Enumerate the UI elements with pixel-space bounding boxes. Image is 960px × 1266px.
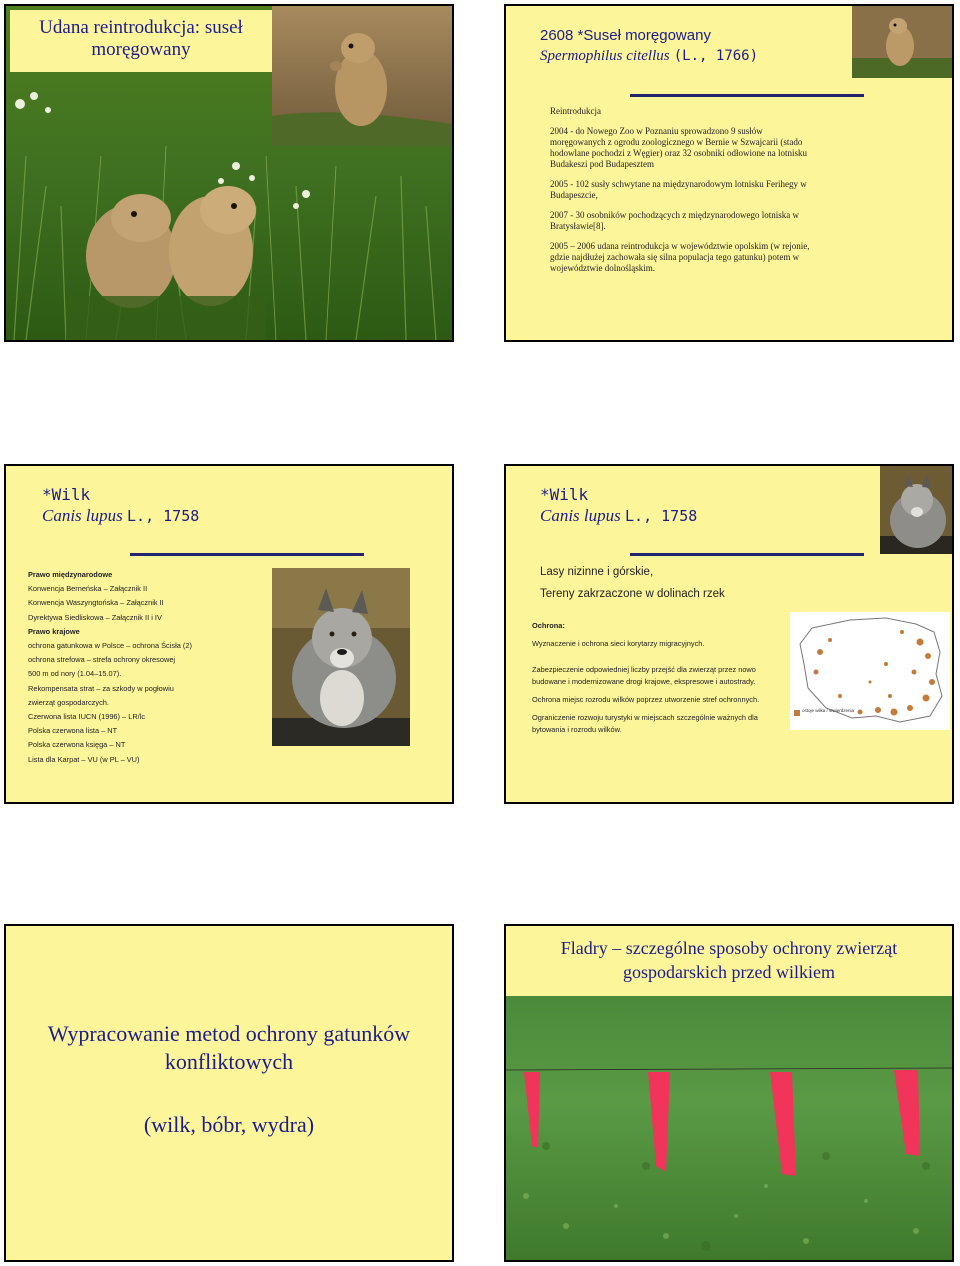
- slide-3-rule: [130, 553, 364, 556]
- species-name: Spermophilus citellus: [540, 48, 670, 64]
- slide-2-title-line1: 2608 *Suseł moręgowany: [540, 27, 711, 44]
- slide-2-rule: [630, 94, 864, 97]
- squirrel-thumbnail-image: [852, 6, 954, 78]
- species-name: Canis lupus: [42, 506, 123, 525]
- slide-4-title-line2: [540, 505, 697, 527]
- wolf-thumbnail: [880, 466, 954, 554]
- fladry-flags-image: [506, 996, 952, 1260]
- line-7: 500 m od nory (1.04–15.07).: [28, 669, 122, 679]
- protection-item-1: Wyznaczenie i ochrona sieci korytarzy migracyjnych.: [532, 639, 705, 648]
- line-9: zwierząt gospodarczych.: [28, 697, 109, 707]
- slide-3-title-line1: *Wilk: [42, 485, 91, 504]
- slide-6: [504, 924, 954, 1262]
- slide-2-body: [550, 106, 818, 274]
- slide-4-title: [540, 484, 697, 527]
- habitat-line-1: Lasy nizinne i górskie,: [540, 566, 654, 578]
- line-12: Polska czerwona księga – NT: [28, 740, 126, 750]
- line-6: ochrona strefowa – strefa ochrony okresowej: [28, 655, 176, 665]
- slide-3-title: [42, 484, 199, 527]
- protection-item-2: Zabezpieczenie odpowiedniej liczby przejść dla zwierząt przez nowo budowane i modernizowane drogi krajowe, ekspresowe i autostrady.: [532, 665, 756, 686]
- species-author: L., 1758: [127, 507, 200, 525]
- squirrel-thumbnail: [852, 6, 954, 78]
- line-1: Konwencja Berneńska – Załącznik II: [28, 584, 148, 594]
- wolf-thumbnail-image: [880, 466, 954, 554]
- slide-2-title-line2: [540, 46, 860, 66]
- species-author: L., 1758: [625, 507, 698, 525]
- line-13: Lista dla Karpat – VU (w PL – VU): [28, 754, 140, 764]
- map-legend: ostoje wilka / stwierdzenia: [802, 708, 855, 713]
- slide-5-subtitle: (wilk, bóbr, wydra): [143, 1112, 315, 1137]
- slide-2-title: [540, 26, 860, 66]
- paragraph-2: 2005 - 102 susły schwytane na międzynarodowym lotnisku Ferihegy w Budapeszcie,: [550, 179, 807, 200]
- line-5: ochrona gatunkowa w Polsce – ochrona Ścisła (2): [28, 641, 192, 651]
- slide-4-title-line1: *Wilk: [540, 485, 589, 504]
- ochrona-label: Ochrona:: [532, 621, 565, 630]
- species-name: Canis lupus: [540, 506, 621, 525]
- slide-5-title: Wypracowanie metod ochrony gatunków konfliktowych: [47, 1021, 411, 1074]
- slide-1: [4, 4, 454, 342]
- paragraph-1: 2004 - do Nowego Zoo w Poznaniu sprowadzono 9 susłów moręgowanych z ogrodu zoologicznego w Bernie w Szwajcarii (stado hodowlane pochodzi z Węgier) oraz 32 osobniki odłowione na lotnisku Budakeszi pod Budapesztem: [550, 126, 808, 169]
- species-author: (L., 1766): [673, 48, 759, 64]
- line-4: Prawo krajowe: [28, 626, 80, 636]
- line-2: Konwencja Waszyngtońska – Załącznik II: [28, 598, 164, 608]
- line-10: Czerwona lista IUCN (1996) – LR/lc: [28, 712, 146, 722]
- paragraph-4: 2005 – 2006 udana reintrodukcja w województwie opolskim (w rejonie, gdzie najdłużej zachowała się silna populacja tego gatunku) potem w województwie dolnośląskim.: [550, 241, 810, 273]
- slide-5: [4, 924, 454, 1262]
- line-8: Rekompensata strat – za szkody w pogłowiu: [28, 683, 174, 693]
- wolf-image: [272, 568, 410, 746]
- wolf-photo: [272, 568, 410, 746]
- habitat-line-2: Tereny zakrzaczone w dolinach rzek: [540, 588, 725, 600]
- section-heading: Reintrodukcja: [550, 106, 601, 116]
- protection-list: [532, 620, 772, 736]
- slide-4-rule: [630, 553, 864, 556]
- slide-1-title: Udana reintrodukcja: suseł moręgowany: [39, 17, 243, 60]
- slide-3-title-line2: [42, 505, 199, 527]
- slide-2: [504, 4, 954, 342]
- fladry-photo: [506, 996, 952, 1260]
- line-0: Prawo międzynarodowe: [28, 570, 113, 579]
- slide-1-title-box: [10, 10, 272, 72]
- line-11: Polska czerwona lista – NT: [28, 726, 118, 736]
- line-3: Dyrektywa Siedliskowa – Załącznik II i IV: [28, 612, 162, 622]
- poland-wolf-map: [790, 612, 950, 730]
- protection-item-4: Ograniczenie rozwoju turystyki w miejscach szczególnie ważnych dla bytowania i rozrodu wilków.: [532, 713, 758, 734]
- slide-4: [504, 464, 954, 804]
- slide-3: [4, 464, 454, 804]
- protection-item-3: Ochrona miejsc rozrodu wilków poprzez utworzenie stref ochronnych.: [532, 695, 760, 704]
- slide-6-title: Fladry – szczególne sposoby ochrony zwierząt gospodarskich przed wilkiem: [560, 938, 898, 982]
- paragraph-3: 2007 - 30 osobników pochodzących z międzynarodowego lotniska w Bratysławie[8].: [550, 210, 799, 231]
- slide-3-legal-list: [28, 568, 268, 767]
